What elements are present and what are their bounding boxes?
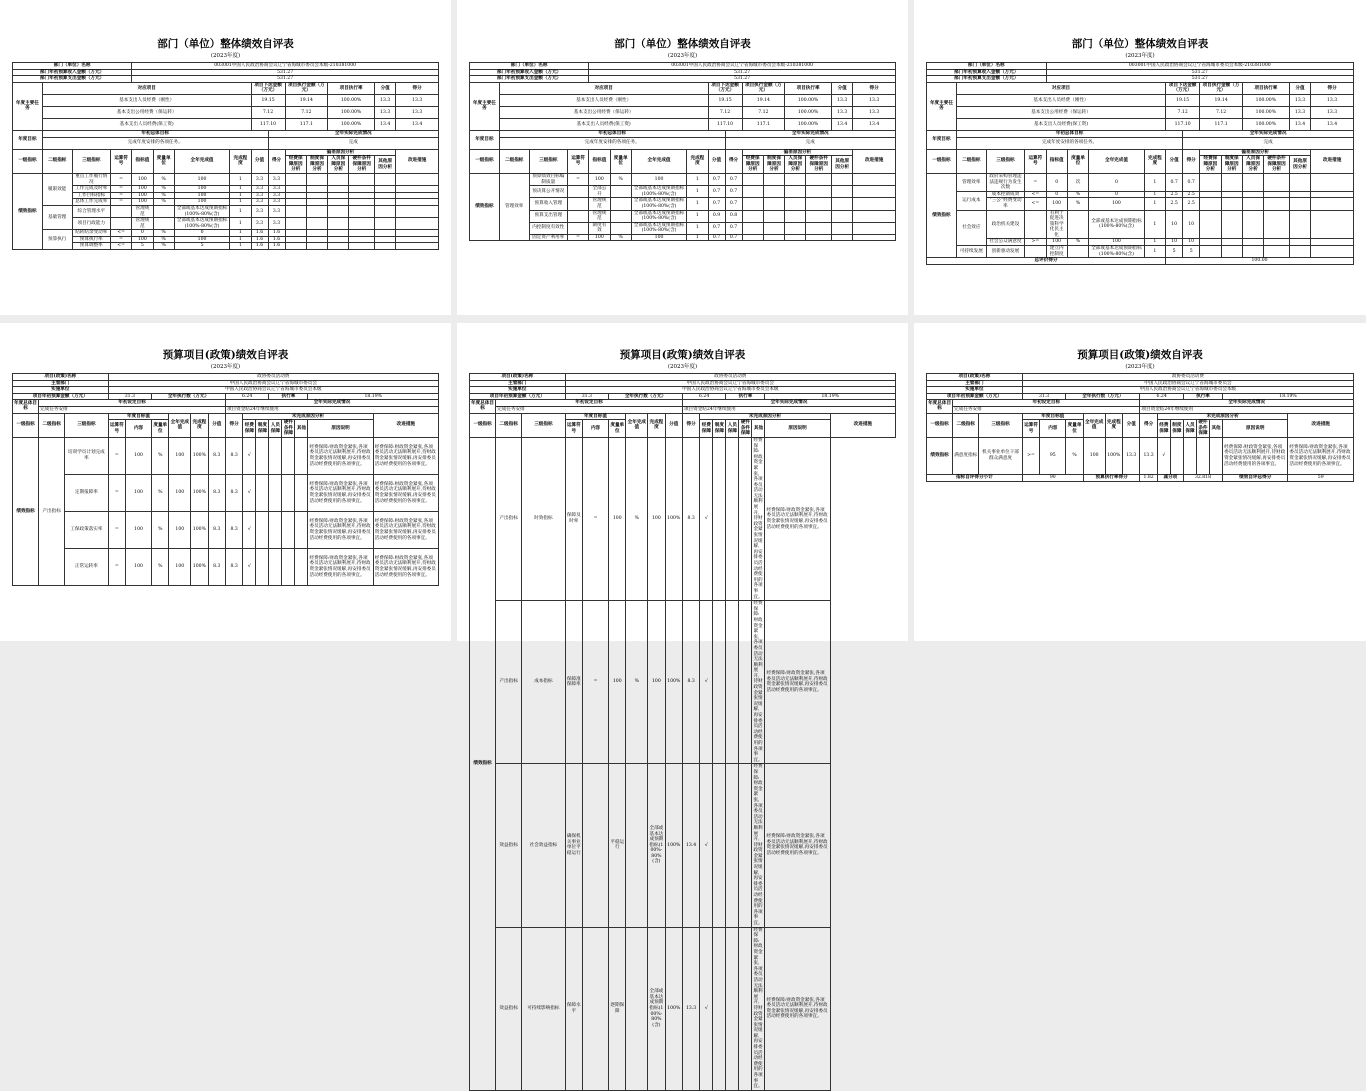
proj-table: 项目(政策)名称 政协委员活动费 主管部门 中国人民政治协商会议辽宁省海城市委员会 实施单位 中国人民政治协商会议辽宁省海城市委员会本级 项目年初预算金额（万元） 31.3 全年执行数（万元） 6.24 执行率 18.19% 年度总体目标 年初设定目标 全年实际完成情况 完成任务安排 项目资金结24年继续使用 一级指标 二级指标 三级指标 年度目标值 全年完成值 完成程度 分值 得分 未完成原因分析 改进措施 运算符号 内容 度量单位 经费保障 制度保障 人员保障 硬件条件保障 其他 原因说明 绩效指标 产出指标 时效指标 保障及时率 = 100 % 100 100% 8.3 √ 经费保障:财政资金紧张,各项委员活动无法顺利展开,待财政资金紧张情况缓解,再安排委员活动经费使用的各项事宜。 经费保障:财政资金紧张,各项委员活动无法顺利展开,待财政资金紧张情况缓解,再安排委员活动经费使用的各项事宜。 产出指标 成本指标 保障准保障率 = 100 % 100 100% 8.3 √ 经费保障:财政资金紧张,各项委员活动无法顺利展开,待财政资金紧张情况缓解,再安排委员活动经费使用的各项事宜。 经费保障:财政资金紧张,各项委员活动无法顺利展开,待财政资金紧张情况缓解,再安排委员活动经费使用的各项事宜。 效益指标 社会效益指标 确保机关事业单位平稳运行 平稳运行 全部或基本达成预期指标(100%-80%(含) 100% 13.4 √ 经费保障:财政资金紧张,各项委员活动无法顺利展开,待财政资金紧张情况缓解,再安排委员活动经费使用的各项事宜。 经费保障:财政资金紧张,各项委员活动无法顺利展开,待财政资金紧张情况缓解,再安排委员活动经费使用的各项事宜。 效益指标 可持续影响指标 保障水平 逐期保障 全部或基本达成预期指标(100%-80%(含) 100% 13.3 √ 经费保障:财政资金紧张,各项委员活动无法顺利展开,待财政资金紧张情况缓解,再安排委员活动经费使用的各项事宜。 经费保障:财政资金紧张,各项委员活动无法顺利展开,待财政资金紧张情况缓解,再安排委员活动经费使用的各项事宜。 (469, 373, 896, 1091)
check-mark: √ (1157, 437, 1170, 474)
proj-eval-page-3 (914, 323, 1366, 641)
check-mark: √ (243, 548, 256, 585)
dept-table: 部门（单位）名称 003001中国人民政治协商会议辽宁省海城市委员会本级-210381000 部门年初预算收入金额（万元） 531.27 部门年初预算支出金额（万元） 531.27 年度主要任务 对应项目 项目下达金额（万元） 项目执行金额（万元） 项目执行率 分值 得分 基本支出人员经费（刚性） 19.15 19.14 100.00% 13.3 13.3 基本支出公用经费（保运转） 7.12 7.12 100.00% 13.3 13.3 基本支出人员经费(保工资) 117.10 117.1 100.00% 13.4 13.4 年度目标 年初总体目标 全年实际完成情况 完成年度安排的各项任务。 完成 一级指标 二级指标 三级指标 运算符号 指标值 度量单位 全年完成值 完成程度 分值 得分 偏差原因分析 改进措施 经费保障原因分析 制度保障原因分析 人员保障原因分析 硬件条件保障原因分析 其他原因分析 绩效指标 管理效率 政府采购管理违法违规行为发生次数 = 0 次 0 1 0.7 0.7 运行成本 成本控制成效 <= 0 % 0 1 2.5 2.5 “三公”经费变动率 <= 100 % 100 1 2.5 2.5 社会效应 政治机关建设 有利于促进决策科学化民主化 全部或基本达成预期指标(100%-80%(含) 1 10 10 社会公众满意度 >= 100 % 100 1 10 10 可持续发展 创新驱动发展 建立内控制度 全部或基本达成预期指标(100%-80%(含) 1 5 5 总评价得分 100.00 (926, 62, 1354, 265)
page-title: 预算项目(政策)绩效自评表 (1077, 349, 1203, 361)
proj-eval-page-1 (0, 323, 451, 641)
dept-table: 部门（单位）名称 003001中国人民政治协商会议辽宁省海城市委员会本级-210381000 部门年初预算收入金额（万元） 531.27 部门年初预算支出金额（万元） 531.27 年度主要任务 对应项目 项目下达金额（万元） 项目执行金额（万元） 项目执行率 分值 得分 基本支出人员经费（刚性） 19.15 19.14 100.00% 13.3 13.3 基本支出公用经费（保运转） 7.12 7.12 100.00% 13.3 13.3 基本支出人员经费(保工资) 117.10 117.1 100.00% 13.4 13.4 年度目标 年初总体目标 全年实际完成情况 完成年度安排的各项任务。 完成 一级指标 二级指标 三级指标 运算符号 指标值 度量单位 全年完成值 完成程度 分值 得分 偏差原因分析 改进措施 经费保障原因分析 制度保障原因分析 人员保障原因分析 硬件条件保障原因分析 其他原因分析 绩效指标 管理效率 预算绩效目标编制质量 = 100 % 100 1 0.7 0.7 预决算公开情况 全部公开 全部或基本达成预期指标(100%-80%(含) 1 0.7 0.7 预算收入管理 管理规范 全部或基本达成预期指标(100%-80%(含) 1 0.7 0.7 预算支出管理 管理规范 全部或基本达成预期指标(100%-80%(含) 1 0.9 0.8 内控制度有效性 制度有效 全部或基本达成预期指标(100%-80%(含) 1 0.7 0.7 固定资产利用率 = 100 % 100 1 0.7 0.7 (469, 62, 896, 241)
proj-eval-page-2 (457, 323, 908, 1090)
page-year: (2023年度) (1125, 364, 1155, 370)
page-year: (2023年度) (210, 53, 241, 59)
check-mark: √ (243, 474, 256, 511)
page-title: 部门（单位）整体绩效自评表 (614, 38, 751, 50)
page-title: 预算项目(政策)绩效自评表 (619, 349, 746, 361)
page-year: (2023年度) (210, 364, 241, 370)
page-year: (2023年度) (1125, 53, 1155, 59)
check-mark: √ (700, 764, 713, 927)
check-mark: √ (700, 601, 713, 764)
check-mark: √ (700, 927, 713, 1090)
page-title: 部门（单位）整体绩效自评表 (1071, 38, 1209, 50)
proj-table: 项目(政策)名称 政协委员活动费 主管部门 中国人民政治协商会议辽宁省海城市委员会 实施单位 中国人民政治协商会议辽宁省海城市委员会本级 项目年初预算金额（万元） 31.3 全年执行数（万元） 6.24 执行率 18.19% 年度总体目标 年初设定目标 全年实际完成情况 完成任务安排 项目资金结24年继续使用 一级指标 二级指标 三级指标 年度目标值 全年完成值 完成程度 分值 得分 未完成原因分析 改进措施 运算符号 内容 度量单位 经费保障 制度保障 人员保障 硬件条件保障 其他 原因说明 绩效指标 产出指标 培训学员计划完成率 = 100 % 100 100% 8.3 8.3 √ 经费保障:财政资金紧张,各项委员活动无法顺利展开,待财政资金紧张情况缓解,再安排委员活动经费使用的各项事宜。 经费保障:财政资金紧张,各项委员活动无法顺利展开,待财政资金紧张情况缓解,再安排委员活动经费使用的各项事宜。 定期报障率 = 100 % 100 100% 8.3 8.3 √ 经费保障:财政资金紧张,各项委员活动无法顺利展开,待财政资金紧张情况缓解,再安排委员活动经费使用的各项事宜。 经费保障:财政资金紧张,各项委员活动无法顺利展开,待财政资金紧张情况缓解,再安排委员活动经费使用的各项事宜。 工保政策落实率 = 100 % 100 100% 8.3 8.3 √ 经费保障:财政资金紧张,各项委员活动无法顺利展开,待财政资金紧张情况缓解,再安排委员活动经费使用的各项事宜。 经费保障:财政资金紧张,各项委员活动无法顺利展开,待财政资金紧张情况缓解,再安排委员活动经费使用的各项事宜。 正常运转率 = 100 % 100 100% 8.3 8.3 √ 经费保障:财政资金紧张,各项委员活动无法顺利展开,待财政资金紧张情况缓解,再安排委员活动经费使用的各项事宜。 经费保障:财政资金紧张,各项委员活动无法顺利展开,待财政资金紧张情况缓解,再安排委员活动经费使用的各项事宜。 (12, 373, 439, 586)
dept-table: 部门（单位）名称 003001中国人民政治协商会议辽宁省海城市委员会本级-210381000 部门年初预算收入金额（万元） 531.27 部门年初预算支出金额（万元） 531.27 年度主要任务 对应项目 项目下达金额（万元） 项目执行金额（万元） 项目执行率 分值 得分 基本支出人员经费（刚性） 19.15 19.14 100.00% 13.3 13.3 基本支出公用经费（保运转） 7.12 7.12 100.00% 13.3 13.3 基本支出人员经费(保工资) 117.10 117.1 100.00% 13.4 13.4 年度目标 年初总体目标 全年实际完成情况 完成年度安排的各项任务。 完成 一级指标 二级指标 三级指标 运算符号 指标值 度量单位 全年完成值 完成程度 分值 得分 偏差原因分析 改进措施 经费保障原因分析 制度保障原因分析 人员保障原因分析 硬件条件保障原因分析 其他原因分析 绩效指标 履职效能 重点工作履行情况 = 100 % 100 1 3.3 3.3 工作完成及时率 = 100 % 100 1 3.3 3.3 工作目标指标 = 100 % 100 1 3.3 3.3 总体工作完成率 = 100 % 100 1 3.3 3.3 基础管理 综合管理水平 管理规范 全部或基本达成预期指标(100%-80%(含) 1 3.3 3.3 项目行政能力 管理规范 全部或基本达成预期指标(100%-80%(含) 1 3.3 3.3 预算执行 结转结余变动率 <= 0 % 0 1 1.6 1.6 预算执行率 = 100 % 100 1 1.6 1.6 预算调整率 <= 5 % 5 1 1.6 1.6 (12, 62, 439, 250)
check-mark: √ (243, 511, 256, 548)
dept-eval-page-2 (457, 0, 908, 315)
check-mark: √ (243, 437, 256, 474)
proj-table: 项目(政策)名称 政协委员活动费 主管部门 中国人民政治协商会议辽宁省海城市委员会 实施单位 中国人民政治协商会议辽宁省海城市委员会本级 项目年初预算金额（万元） 31.3 全年执行数（万元） 6.24 执行率 18.19% 年度总体目标 年初设定目标 全年实际完成情况 完成任务安排 项目资金结24年继续使用 一级指标 二级指标 三级指标 年度目标值 全年完成值 完成程度 分值 得分 未完成原因分析 改进措施 运算符号 内容 度量单位 经费保障 制度保障 人员保障 硬件条件保障 其他 原因说明 绩效指标 满意度指标 机关事业单位干部群众满意度 >= 95 % 100 100% 13.3 13.3 √ 经费保障:财政资金紧张,各项委员活动无法顺利展开,待财政资金紧张情况缓解,再安排委员活动经费使用的各项事宜。 经费保障:财政资金紧张,各项委员活动无法顺利展开,待财政资金紧张情况缓解,再安排委员活动经费使用的各项事宜。 指标自评得分小计 90 预算执行率得分 1.82 减分项 32.818 绩效自评总得分 59 (926, 373, 1354, 482)
page-title: 部门（单位）整体绩效自评表 (157, 38, 294, 50)
dept-eval-page-1 (0, 0, 451, 315)
page-year: (2023年度) (667, 53, 698, 59)
check-mark: √ (700, 437, 713, 600)
total-score: 100.00 (1166, 258, 1354, 265)
page-title: 预算项目(政策)绩效自评表 (162, 349, 289, 361)
page-year: (2023年度) (667, 364, 698, 370)
total-score-label: 总评价得分 (927, 258, 1166, 265)
dept-eval-page-3 (914, 0, 1366, 315)
